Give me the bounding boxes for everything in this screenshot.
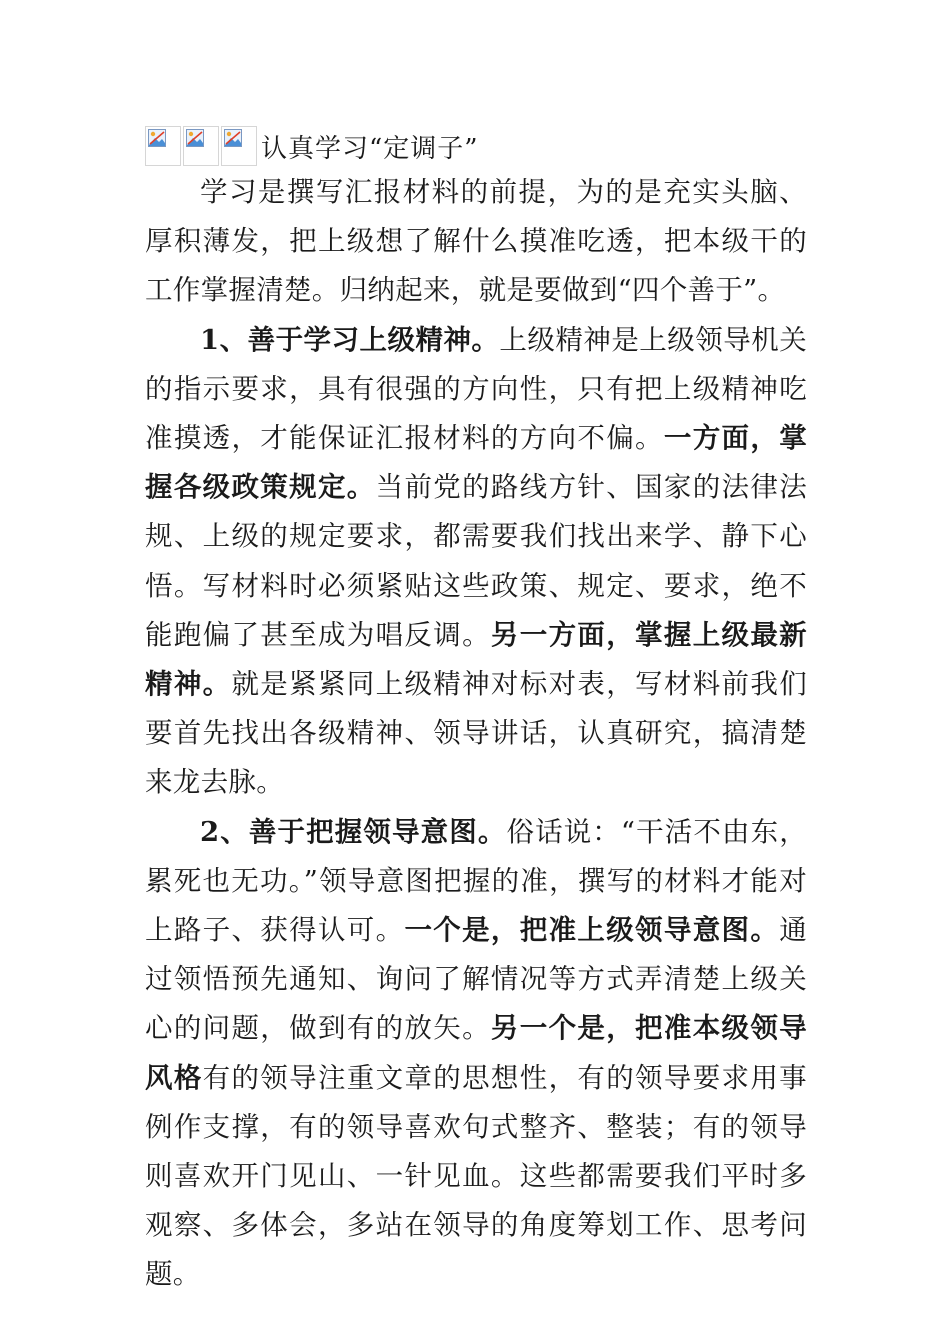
heading-row: [145, 118, 807, 166]
point-2-bold-1: 一个是，把准上级领导意图。: [404, 914, 780, 947]
point-1-text-1: 上级精神是上级领导机关的指示要求，具有很强的方向性，只有把上级精神吃准摸透，才能保证汇报材料的方向不偏。: [145, 323, 807, 455]
point-2-lead: 2、善于把握领导意图。: [200, 815, 507, 848]
broken-image-icon: [221, 126, 257, 166]
point-2-bold-2: 另一个是，把准本级领导风格: [145, 1012, 807, 1094]
point-1-text-3: 就是紧紧同上级精神对标对表，写材料前我们要首先找出各级精神、领导讲话，认真研究，搞清楚来龙去脉。: [145, 668, 807, 799]
point-2-text-3: 有的领导注重文章的思想性，有的领导要求用事例作支撑，有的领导喜欢句式整齐、整装；有的领导则喜欢开门见山、一针见血。这些都需要我们平时多观察、多体会，多站在领导的角度筹划工作、思考问题。: [145, 1061, 807, 1291]
broken-image-icon: [183, 126, 219, 166]
broken-image-icon: [145, 126, 181, 166]
paragraph-point-1: [145, 316, 807, 808]
point-1-text-2: 当前党的路线方针、国家的法律法规、上级的规定要求，都需要我们找出来学、静下心悟。写材料时必须紧贴这些政策、规定、要求，绝不能跑偏了甚至成为唱反调。: [145, 471, 808, 651]
section-heading: 认真学习“定调子”: [261, 134, 479, 164]
document-page: [145, 118, 807, 1300]
paragraph-point-2: [145, 808, 807, 1300]
point-1-bold-1: 一方面，掌握各级政策规定。: [145, 422, 807, 504]
point-2-text-2: 通过领悟预先通知、询问了解情况等方式弄清楚上级关心的问题，做到有的放矢。: [145, 914, 807, 1045]
point-2-text-1: 俗话说：“干活不由东，累死也无功。”领导意图把握的准，撰写的材料才能对上路子、获得认可。: [145, 815, 808, 947]
point-1-bold-2: 另一方面，掌握上级最新精神。: [145, 618, 807, 701]
point-1-lead: 1、善于学习上级精神。: [200, 323, 500, 356]
paragraph-intro: 学习是撰写汇报材料的前提，为的是充实头脑、厚积薄发，把上级想了解什么摸准吃透，把本级干的工作掌握清楚。归纳起来，就是要做到“四个善于”。: [145, 176, 807, 307]
